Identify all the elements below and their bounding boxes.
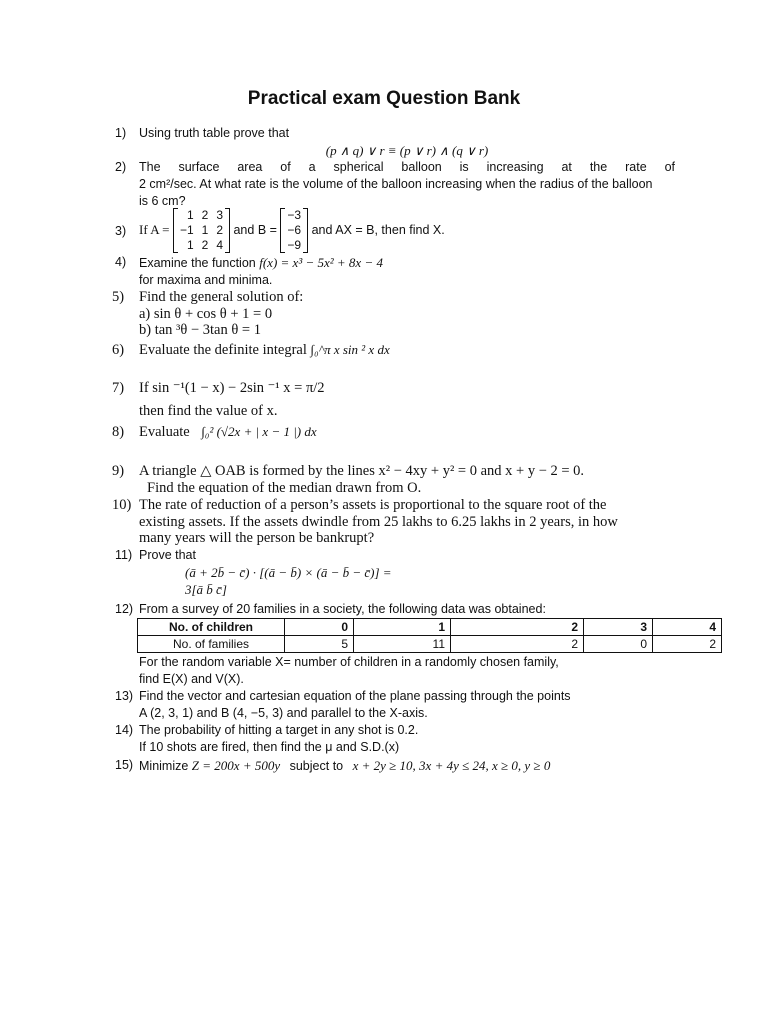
question-12	[115, 601, 675, 618]
question-text: If sin ⁻¹(1 − x) − 2sin ⁻¹ x = π/2	[139, 380, 325, 396]
question-line: 2 cm²/sec. At what rate is the volume of the balloon increasing when the radius of the balloon	[139, 177, 653, 191]
question-line: many years will the person be bankrupt?	[139, 530, 375, 546]
table-cell: 5	[285, 636, 354, 653]
question-text: Examine the function	[139, 256, 256, 270]
question-2	[115, 159, 675, 210]
question-line: find E(X) and V(X).	[139, 672, 244, 686]
formula: 3[ā b̄ c̄]	[185, 582, 227, 597]
part-b: b) tan ³θ − 3tan θ = 1	[139, 322, 261, 338]
row-header: No. of families	[138, 636, 285, 653]
question-9	[112, 463, 675, 496]
matrix-b: −3 −6 −9	[280, 208, 308, 253]
question-number: 7)	[112, 380, 125, 396]
question-3	[115, 208, 675, 253]
table-cell: 11	[354, 636, 451, 653]
question-7	[112, 380, 675, 419]
question-15	[115, 757, 655, 775]
question-number: 2)	[115, 160, 127, 174]
question-text: If A =	[139, 221, 170, 237]
table-row	[138, 619, 722, 636]
question-line: Find the general solution of:	[139, 289, 304, 305]
question-text: Prove that	[139, 548, 196, 562]
table-cell: 0	[584, 636, 653, 653]
question-line: Find the vector and cartesian equation of the plane passing through the points	[139, 689, 571, 703]
question-text: Using truth table prove that	[139, 126, 290, 140]
question-line: is 6 cm?	[139, 194, 186, 208]
question-11	[115, 547, 675, 598]
question-text: From a survey of 20 families in a society, the following data was obtained:	[139, 602, 546, 616]
question-13	[115, 688, 675, 722]
formula: ∫₀^π x sin ² x dx	[310, 342, 390, 357]
question-text: Evaluate the definite integral	[139, 342, 307, 358]
question-10	[112, 497, 655, 547]
page-title: Practical exam Question Bank	[247, 88, 521, 109]
row-header: No. of children	[138, 619, 285, 636]
table-cell: 2	[451, 636, 584, 653]
question-14	[115, 722, 675, 756]
formula: (ā + 2b̄ − c̄) · [(ā − b̄) × (ā − b̄ − c̄)] =	[185, 565, 392, 580]
question-8	[112, 424, 675, 441]
table-cell: 2	[653, 636, 722, 653]
question-text: Minimize	[139, 759, 189, 773]
question-number: 15)	[115, 758, 134, 772]
question-number: 13)	[115, 689, 134, 703]
table-cell: 2	[451, 619, 584, 636]
question-line: For the random variable X= number of children in a randomly chosen family,	[139, 655, 559, 669]
question-number: 6)	[112, 342, 125, 358]
question-text: Evaluate	[139, 424, 190, 440]
table-cell: 0	[285, 619, 354, 636]
part-a: a) sin θ + cos θ + 1 = 0	[139, 305, 273, 322]
frequency-table	[137, 618, 722, 653]
question-line: The surface area of a spherical balloon is increasing at the rate of	[139, 160, 675, 174]
question-number: 8)	[112, 424, 125, 440]
objective-function: Z = 200x + 500y	[191, 758, 281, 773]
question-number: 1)	[115, 126, 127, 140]
table-cell: 1	[354, 619, 451, 636]
question-line: for maxima and minima.	[139, 273, 273, 287]
question-12-cont	[115, 654, 675, 688]
question-number: 11)	[115, 548, 133, 562]
question-5	[112, 289, 675, 339]
question-text: subject to	[289, 759, 344, 773]
question-6	[112, 342, 675, 359]
question-line: If 10 shots are fired, then find the μ and S.D.(x)	[139, 740, 400, 754]
question-number: 3)	[115, 224, 127, 238]
question-line: existing assets. If the assets dwindle from 25 lakhs to 6.25 lakhs in 2 years, in how	[139, 513, 618, 530]
question-number: 4)	[115, 255, 127, 269]
question-line: A (2, 3, 1) and B (4, −5, 3) and parallel to the X-axis.	[139, 706, 428, 720]
question-number: 12)	[115, 602, 134, 616]
matrix-a: 1 2 3 −1 1 2 1 2 4	[173, 208, 230, 253]
table-cell: 3	[584, 619, 653, 636]
question-line: The rate of reduction of a person’s assets is proportional to the square root of the	[139, 497, 607, 513]
table-cell: 4	[653, 619, 722, 636]
question-line: The probability of hitting a target in any shot is 0.2.	[139, 723, 419, 737]
question-number: 9)	[112, 463, 125, 479]
question-text: and AX = B, then find X.	[311, 222, 445, 237]
formula: ∫₀² (√2x + | x − 1 |) dx	[201, 424, 317, 439]
question-number: 10)	[112, 497, 132, 513]
question-4	[115, 254, 675, 289]
question-number: 14)	[115, 723, 134, 737]
question-number: 5)	[112, 289, 125, 305]
question-line: A triangle △ OAB is formed by the lines x² − 4xy + y² = 0 and x + y − 2 = 0.	[139, 463, 585, 479]
question-1	[115, 125, 675, 159]
formula: (p ∧ q) ∨ r ≡ (p ∨ r) ∧ (q ∨ r)	[325, 143, 489, 158]
constraints: x + 2y ≥ 10, 3x + 4y ≤ 24, x ≥ 0, y ≥ 0	[352, 758, 551, 773]
table-row	[138, 636, 722, 653]
question-text: and B =	[233, 222, 277, 237]
formula: f(x) = x³ − 5x² + 8x − 4	[259, 255, 383, 270]
question-line: Find the equation of the median drawn from O.	[147, 479, 422, 496]
question-line: then find the value of x.	[139, 402, 278, 419]
